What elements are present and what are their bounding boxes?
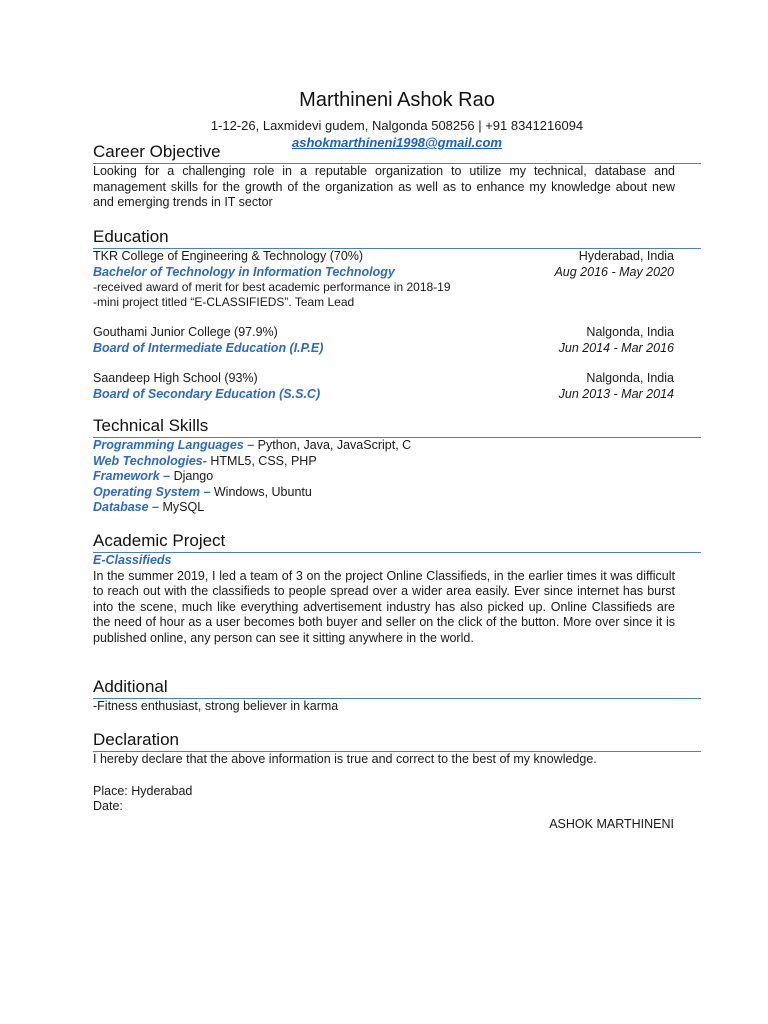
study-dates: Jun 2013 - Mar 2014 xyxy=(558,386,674,401)
education-item xyxy=(93,371,701,402)
education-item xyxy=(93,325,701,356)
declaration-date: Date: xyxy=(93,799,123,813)
section-title-additional: Additional xyxy=(93,677,701,699)
school-location: Nalgonda, India xyxy=(586,371,674,385)
technical-skills-section xyxy=(93,416,701,516)
skill-label: Web Technologies- xyxy=(93,453,207,468)
school-name: TKR College of Engineering & Technology (70%) xyxy=(93,249,364,263)
skill-value: Django xyxy=(170,469,214,483)
education-section xyxy=(93,227,701,402)
email-link[interactable]: ashokmarthineni1998@gmail.com xyxy=(292,135,502,150)
additional-section xyxy=(93,677,701,715)
declaration-section xyxy=(93,730,701,832)
degree-name: Board of Intermediate Education (I.P.E) xyxy=(93,340,324,355)
skill-line xyxy=(93,438,701,454)
skill-label: Operating System – xyxy=(93,484,211,499)
school-location: Hyderabad, India xyxy=(578,249,674,263)
skill-label: Framework – xyxy=(93,469,171,483)
skill-label: Database – xyxy=(93,500,160,514)
school-name: Saandeep High School (93%) xyxy=(93,371,258,385)
education-item xyxy=(93,249,701,310)
signature-name: ASHOK MARTHINENI xyxy=(549,816,674,831)
declaration-text: I hereby declare that the above information is true and correct to the best of my knowledge. xyxy=(93,752,597,766)
study-dates: Jun 2014 - Mar 2016 xyxy=(558,340,674,355)
career-objective-text: Looking for a challenging role in a reputable organization to utilize my technical, database and management skills for the growth of the organization as well as to enhance my knowledge about new and emerging trends in IT sector xyxy=(93,164,675,209)
study-dates: Aug 2016 - May 2020 xyxy=(554,264,674,279)
school-location: Nalgonda, India xyxy=(586,325,674,339)
skill-value: Python, Java, JavaScript, C xyxy=(254,438,412,452)
career-objective-section xyxy=(93,142,701,211)
skill-value: MySQL xyxy=(159,500,205,514)
project-description: In the summer 2019, I led a team of 3 on the project Online Classifieds, in the earlier times it was difficult to reach out with the classifieds to people spread over a wider area easily. Ever since internet has burst into the scene, much like everything advertisement industry has also picked up. Online Classifieds are the need of hour as a user becomes both buyer and seller on the click of the button. More over since it is published online, any person can see it sitting anywhere in the world. xyxy=(93,568,675,645)
skill-value: Windows, Ubuntu xyxy=(210,484,312,499)
skill-line xyxy=(93,469,701,485)
skill-label: Programming Languages – xyxy=(93,438,255,452)
skill-line xyxy=(93,454,701,470)
skill-line xyxy=(93,500,701,516)
section-title-education: Education xyxy=(93,227,701,249)
section-title-project: Academic Project xyxy=(93,531,701,553)
degree-name: Board of Secondary Education (S.S.C) xyxy=(93,386,321,401)
degree-name: Bachelor of Technology in Information Technology xyxy=(93,264,395,279)
section-title-career: Career Objective xyxy=(93,142,701,164)
school-name: Gouthami Junior College (97.9%) xyxy=(93,325,278,339)
project-name: E-Classifieds xyxy=(93,553,172,567)
declaration-place: Place: Hyderabad xyxy=(93,783,193,798)
candidate-name: Marthineni Ashok Rao xyxy=(299,89,495,111)
education-note: -received award of merit for best academic performance in 2018-19 xyxy=(93,280,451,294)
additional-text: -Fitness enthusiast, strong believer in karma xyxy=(93,699,339,713)
contact-address: 1-12-26, Laxmidevi gudem, Nalgonda 508256 | +91 8341216094 xyxy=(210,118,584,133)
section-title-skills: Technical Skills xyxy=(93,416,701,438)
skill-value: HTML5, CSS, PHP xyxy=(206,453,317,468)
academic-project-section xyxy=(93,531,701,646)
skill-line xyxy=(93,485,701,501)
education-note: -mini project titled “E-CLASSIFIEDS”. Team Lead xyxy=(93,295,355,309)
section-title-declaration: Declaration xyxy=(93,730,701,752)
